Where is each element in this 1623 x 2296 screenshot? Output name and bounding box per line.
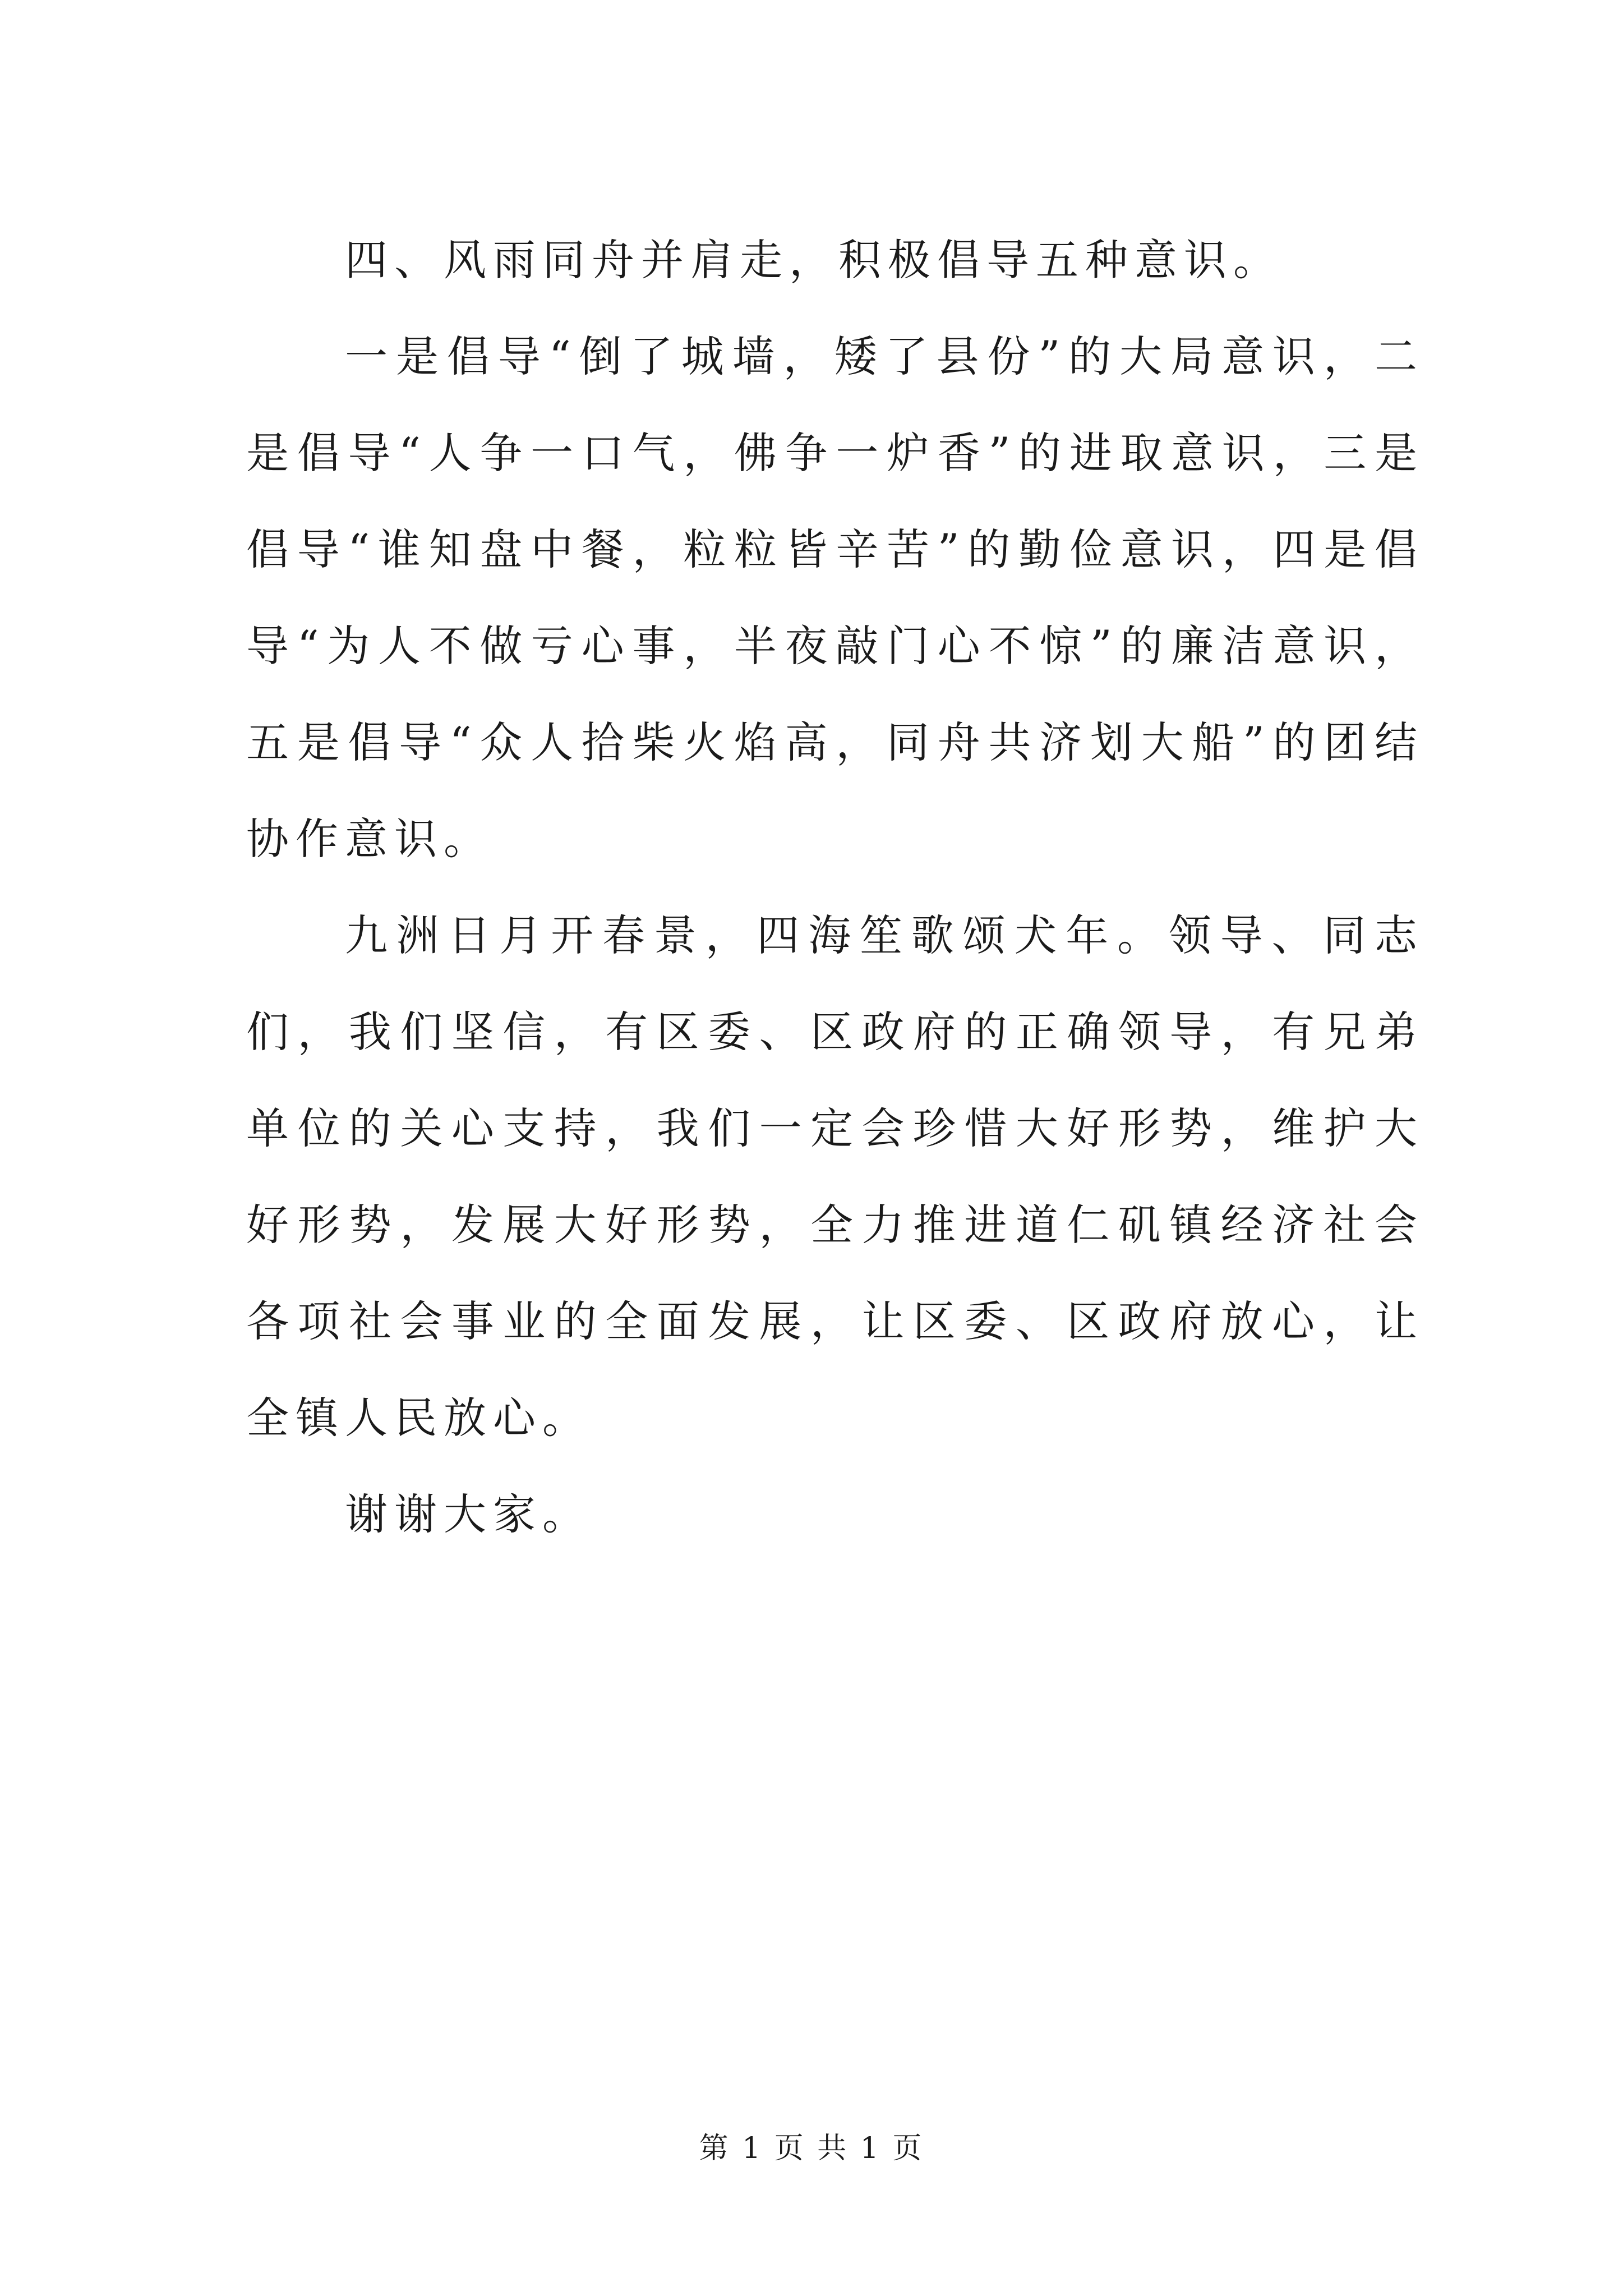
paragraph-five-awareness: 一是倡导“倒了城墙，矮了县份”的大局意识，二是倡导“人争一口气，佛争一炉香”的进取意识，三是倡导“谁知盘中餐，粒粒皆辛苦”的勤俭意识，四是倡导“为人不做亏心事，半夜敲门心不惊”的廉洁意识，五是倡导“众人拾柴火焰高，同舟共济划大船”的团结协作意识。: [246, 332, 1424, 864]
document-body: [246, 212, 1424, 1563]
paragraph-section-heading: 四、风雨同舟并肩走，积极倡导五种意识。: [345, 235, 1283, 285]
paragraph-thanks: 谢谢大家。: [345, 1489, 592, 1539]
paragraph-closing-remarks: 九洲日月开春景，四海笙歌颂犬年。领导、同志们，我们坚信，有区委、区政府的正确领导，有兄弟单位的关心支持，我们一定会珍惜大好形势，维护大好形势，发展大好形势，全力推进道仁矶镇经济社会各项社会事业的全面发展，让区委、区政府放心，让全镇人民放心。: [246, 910, 1424, 1443]
page-footer: 第 1 页 共 1 页: [699, 2132, 924, 2165]
